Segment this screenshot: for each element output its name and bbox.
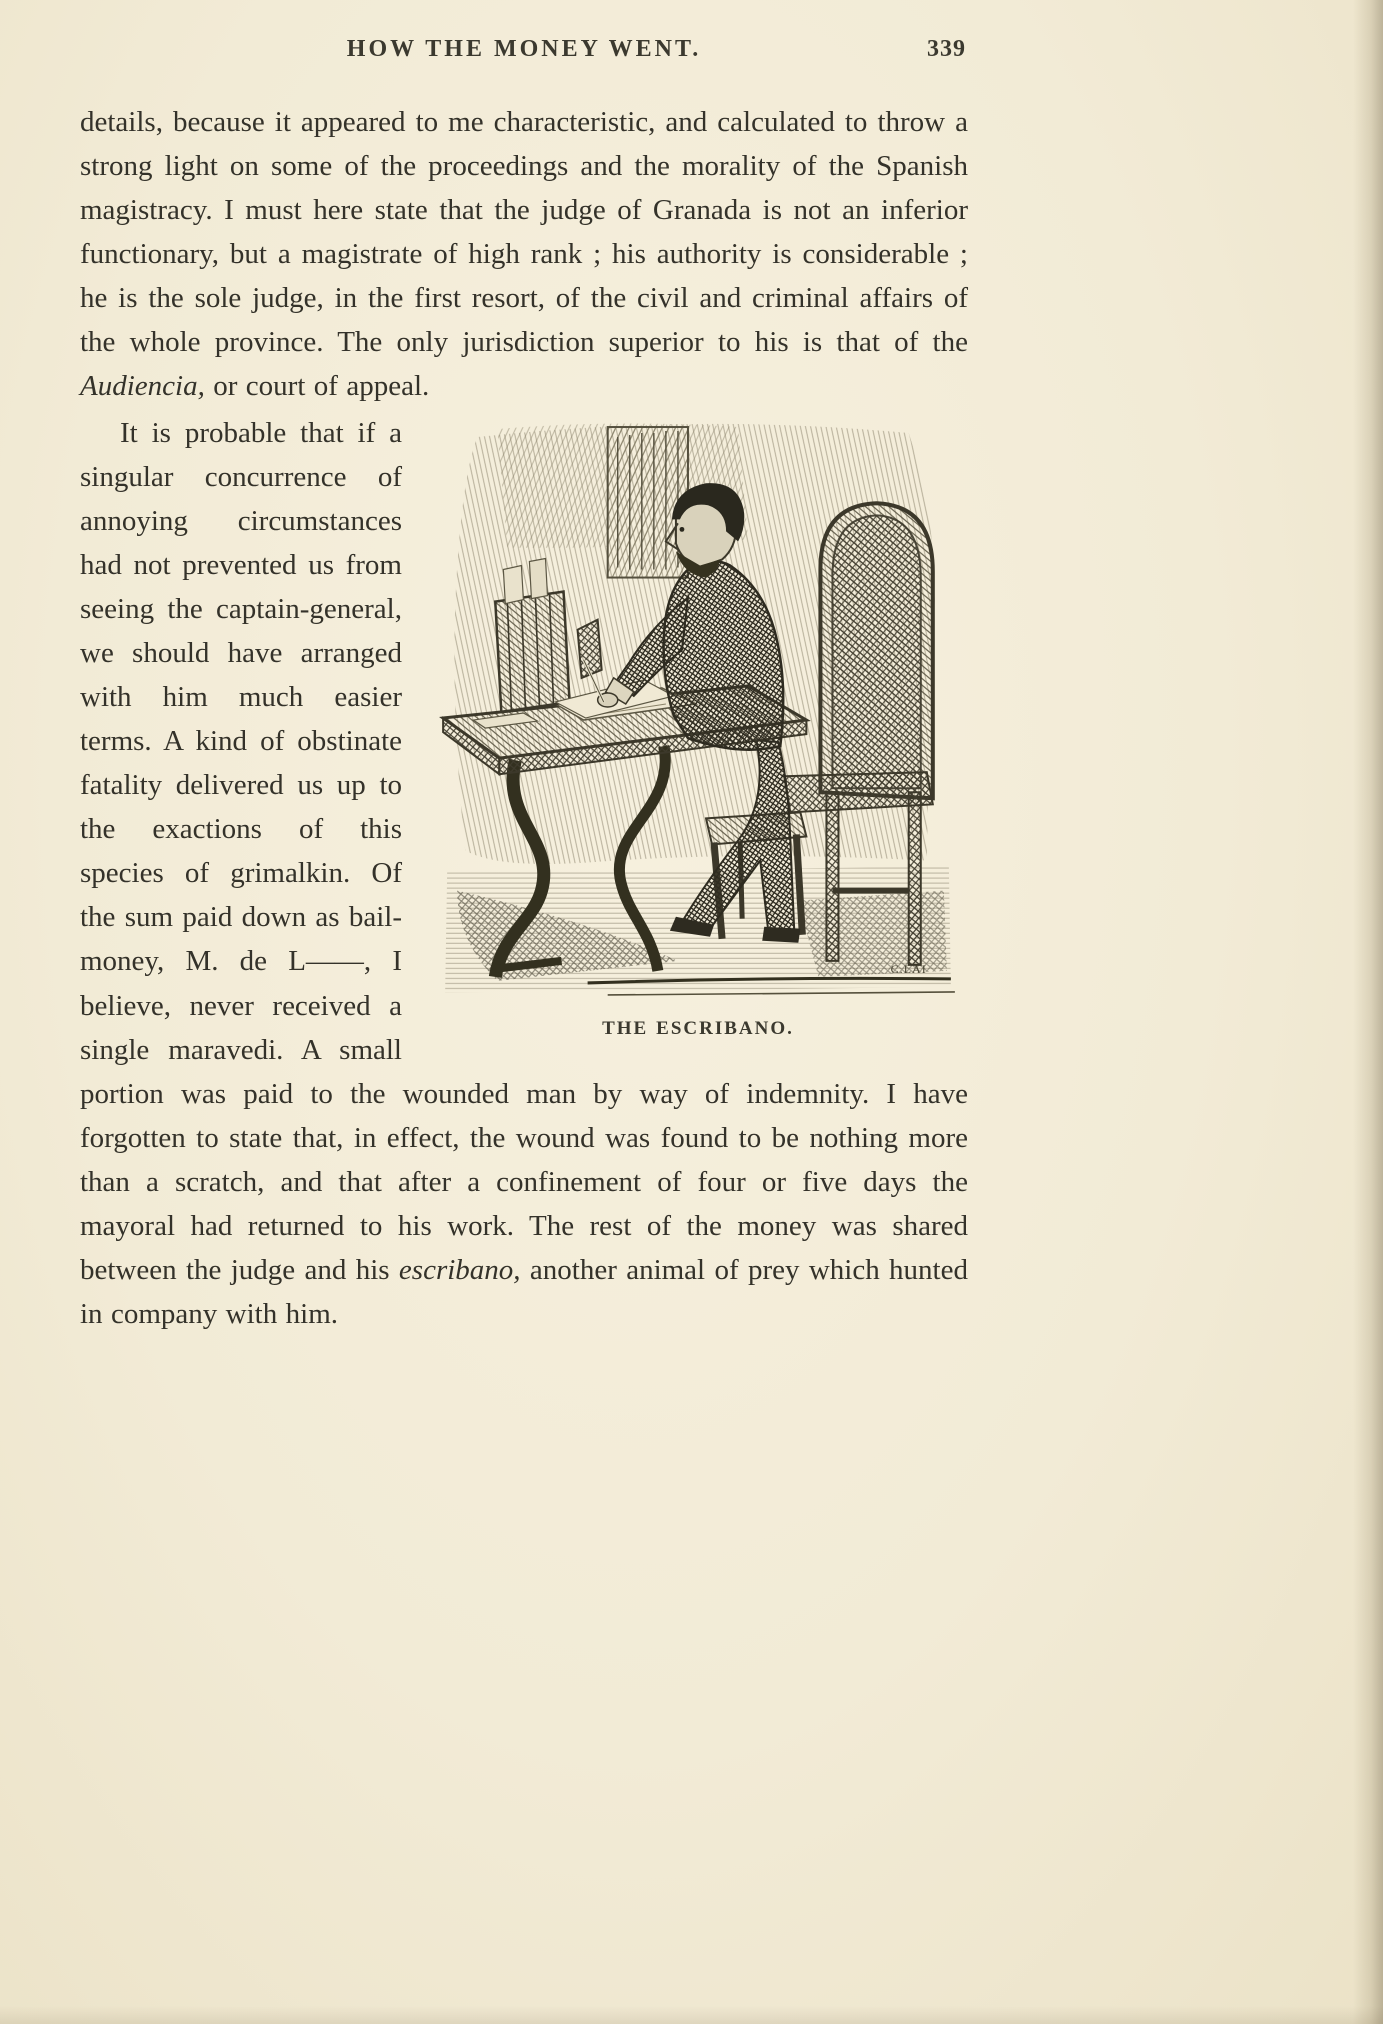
escribano-figure <box>428 419 968 1044</box>
p2-text: It is probable that if a singular concurrence of annoying circumstances had not prevented us from seeing the captain-general, we should have arranged with him much easier terms. A kind of obstinate fatality delivered us up to the exactions of this species of grimalkin. Of the sum paid down as bail-money, M. de L——, I believe, never received a single maravedi. A small portion was paid to the wounded man by way of indemnity. I have forgotten to state that, in effect, the wound was found to be nothing more than a scratch, and that after a confinement of four or five days the mayoral had returned to his work. The rest of the money was shared between the judge and his <box>80 416 968 1287</box>
escribano-illustration <box>437 419 959 1001</box>
running-header <box>80 36 968 72</box>
p1-text: details, because it appeared to me characteristic, and calculated to throw a strong light on some of the proceedings and the morality of the Spanish magistracy. I must here state that the judge of Granada is not an inferior functionary, but a magistrate of high rank ; his authority is considerable ; he is the sole judge, in the first resort, of the civil and criminal affairs of the whole province. The only jurisdiction superior to his is that of the <box>80 106 968 359</box>
page-content <box>80 36 968 1336</box>
wall-panel <box>608 427 688 578</box>
page-number: 339 <box>927 36 966 62</box>
page-title: HOW THE MONEY WENT. <box>346 36 702 62</box>
p1-italic-audiencia: Audiencia, <box>80 370 205 403</box>
paragraph-2 <box>80 411 968 1337</box>
page-edge-shadow-right <box>1353 0 1383 2024</box>
page-edge-shadow-bottom <box>0 2006 1383 2024</box>
p2-text-end: another animal of prey which hunted in company with him. <box>80 1254 968 1331</box>
figure-caption: THE ESCRIBANO. <box>602 1017 794 1039</box>
paragraph-1 <box>80 100 968 409</box>
artist-signature: C.LAI <box>890 961 927 976</box>
base-rule <box>608 992 955 995</box>
p1-text-end: or court of appeal. <box>204 370 430 403</box>
p2-italic-escribano: escribano, <box>398 1254 521 1287</box>
